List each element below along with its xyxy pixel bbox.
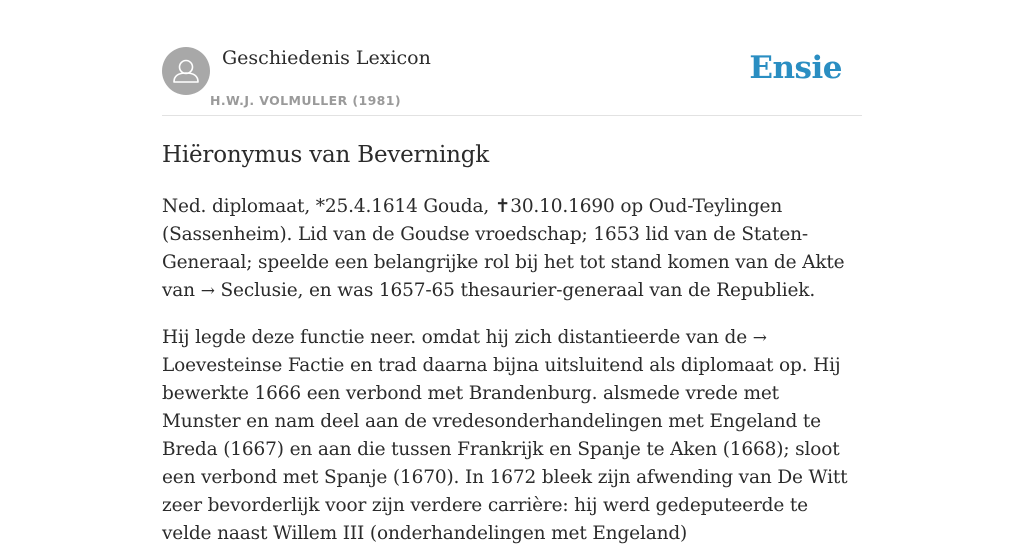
paragraph-2 [162,324,862,548]
page-header [162,46,862,116]
paragraph-1-text-a: Ned. diplomaat, *25.4.1614 Gouda, ✝30.10.1690 op Oud-Teylingen (Sassenheim). Lid van de Goudse vroedschap; 1653 lid van de Staten-Generaal; speelde een belangrijke rol bij het tot stand komen van de Akte van [162,196,845,301]
paragraph-2-text-a: Hij legde deze functie neer. omdat hij zich distantieerde van de [162,327,753,348]
user-outline-icon[interactable] [162,47,210,95]
entry-title: Hiëronymus van Beverningk [162,142,489,168]
arrow-right-icon: → [752,328,767,348]
ensie-logo[interactable]: Ensie [749,50,842,86]
paragraph-1-text-b: , en was 1657-65 thesaurier-generaal van de Republiek. [297,280,816,301]
paragraph-1 [162,193,862,305]
crossref-loevesteinse-factie-label: Loevesteinse Factie [162,355,345,376]
user-outline-icon [162,47,210,95]
crossref-seclusie-link[interactable] [201,280,298,301]
crossref-seclusie-label: Seclusie [220,280,298,301]
book-title-link[interactable]: Geschiedenis Lexicon [222,47,431,69]
author-credit: H.W.J. VOLMULLER (1981) [210,93,401,108]
header-divider [162,115,862,116]
arrow-right-icon: → [200,281,215,301]
article-body [162,140,862,548]
paragraph-2-text-b: en trad daarna bijna uitsluitend als diplomaat op. Hij bewerkte 1666 een verbond met Brandenburg. alsmede vrede met Munster en nam deel aan de vredesonderhandelingen met Engeland te Breda (1667) en aan die tussen Frankrijk en Spanje te Aken (1668); sloot een verbond met Spanje (1670). In 1672 bleek zijn afwending van De Witt zeer bevorderlijk voor zijn verdere carrière: hij werd gedeputeerde te velde naast Willem III (onderhandelingen met Engeland) [162,355,848,544]
